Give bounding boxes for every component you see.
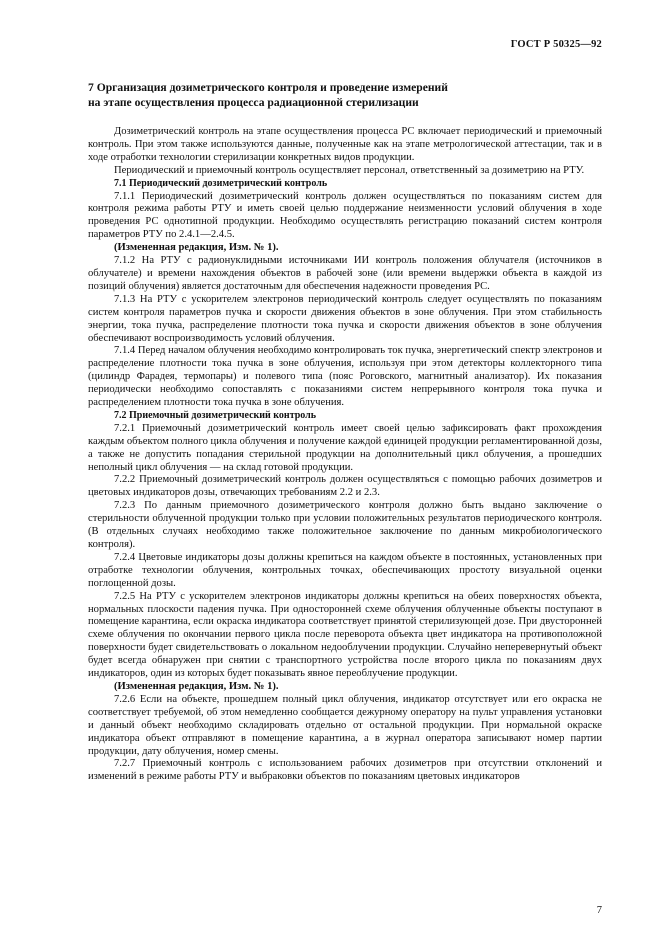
- paragraph: 7.1.1 Периодический дозиметрический контроль должен осуществляться по показаниям систем для контроля режима работы РТУ и иметь своей целью поддержание неизменности условий облучения в ходе проведения РС однотипной продукции. Необходимо осуществлять регистрацию показаний систем контроля параметров РТУ по 2.4.1—2.4.5.: [88, 190, 602, 241]
- document-page: [88, 36, 602, 916]
- paragraph: 7.2.5 На РТУ с ускорителем электронов индикаторы должны крепиться на обеих поверхностях объекта, нормальных плоскости падения пучка. При односторонней схеме облучения облученные объекты поступают в помещение карантина, если окраска индикатора соответствует принятой стерилизующей дозе. При двусторонней схеме облучения по окончании первого цикла после переворота объекта цвет индикатора на противоположной поверхности будет свидетельствовать о локальном недооблучении продукции. Случайно неперевернутый объект будет всегда обнаружен при снятии с транспортного устройства после второго цикла по показаниям двух индикаторов, один из которых будет показывать явное переоблучение продукции.: [88, 590, 602, 680]
- paragraph: 7.2.1 Приемочный дозиметрический контроль имеет своей целью зафиксировать факт прохождения каждым объектом полного цикла облучения и получение каждой единицей продукции регламентированной дозы, а также не допустить попадания стерильной продукции на дополнительный цикл облучения, а прошедших неполный цикл облучения — на склад готовой продукции.: [88, 422, 603, 473]
- paragraph: 7.2.2 Приемочный дозиметрический контроль должен осуществляться с помощью рабочих дозиметров и цветовых индикаторов дозы, отвечающих требованиям 2.2 и 2.3.: [88, 474, 602, 499]
- page-number: 7: [596, 905, 602, 916]
- paragraph: 7.1.4 Перед началом облучения необходимо контролировать ток пучка, энергетический спектр электронов и распределение плотности тока пучка в зоне облучения, используя при этом детекторы коллекторного типа (цилиндр Фарадея, термопары) и полевого типа (пояс Роговского, магнитный анализатор). Их показания периодически необходимо сопоставлять с показаниями систем непрерывного контроля тока пучка и распределением плотности тока пучка в зоне облучения.: [88, 345, 602, 409]
- document-code: ГОСТ Р 50325—92: [510, 39, 602, 50]
- paragraph: 7.2.3 По данным приемочного дозиметрического контроля должно быть выдано заключение о стерильности облученной продукции только при условии положительных результатов периодического контроля. (В отдельных случаях необходимо также положительное заключение по данным микробиологического контроля).: [88, 500, 602, 550]
- paragraph: Дозиметрический контроль на этапе осуществления процесса РС включает периодический и приемочный контроль. При этом также используются данные, полученные как на этапе метрологической аттестации, так и в ходе отработки технологии стерилизации конкретных видов продукции.: [88, 126, 602, 163]
- paragraph: 7.2.7 Приемочный контроль с использованием рабочих дозиметров при отсутствии отклонений и изменений в режиме работы РТУ и выбраковки объектов по показаниям цветовых индикаторов: [88, 758, 602, 783]
- body-text: [88, 126, 602, 784]
- paragraph: 7.1.2 На РТУ с радионуклидными источниками ИИ контроль положения облучателя (источников в облучателе) и времени нахождения объектов в рабочей зоне (или времени выдержки объекта в каждой из позиций облучения) является достаточным для обеспечения надежности проведения РС.: [88, 255, 602, 292]
- subsection-heading: 7.2 Приемочный дозиметрический контроль: [114, 409, 317, 421]
- paragraph: 7.2.6 Если на объекте, прошедшем полный цикл облучения, индикатор отсутствует или его окраска не соответствует требуемой, об этом немедленно сообщается дежурному оператору на пульт управления установки и данный объект необходимо складировать отдельно от остальной продукции. При нормальной окраске индикатора объект отправляют в помещение карантина, а в журнал оператора записывают номер партии продукции, дату облучения, номер смены.: [88, 693, 602, 757]
- paragraph: 7.2.4 Цветовые индикаторы дозы должны крепиться на каждом объекте в постоянных, установленных при отработке технологии облучения, контрольных точках, обеспечивающих простоту визуальной оценки поглощенной дозы.: [88, 551, 602, 589]
- paragraph: Периодический и приемочный контроль осуществляет персонал, ответственный за дозиметрию на РТУ.: [114, 164, 585, 176]
- subsection-heading: 7.1 Периодический дозиметрический контроль: [114, 177, 328, 189]
- section-title: 7 Организация дозиметрического контроля и проведение измерений на этапе осуществления процесса радиационной стерилизации: [88, 81, 448, 109]
- paragraph: 7.1.3 На РТУ с ускорителем электронов периодический контроль следует осуществлять по показаниям систем контроля параметров пучка и скорости движения объектов в зоне облучения. При этом стабильность энергии, тока пучка, распределение плотности тока пучка и скорости движения объектов в зоне облучения обеспечивают воспроизводимость условий облучения.: [88, 293, 602, 344]
- amendment-note: (Измененная редакция, Изм. № 1).: [114, 680, 279, 692]
- amendment-note: (Измененная редакция, Изм. № 1).: [114, 242, 279, 254]
